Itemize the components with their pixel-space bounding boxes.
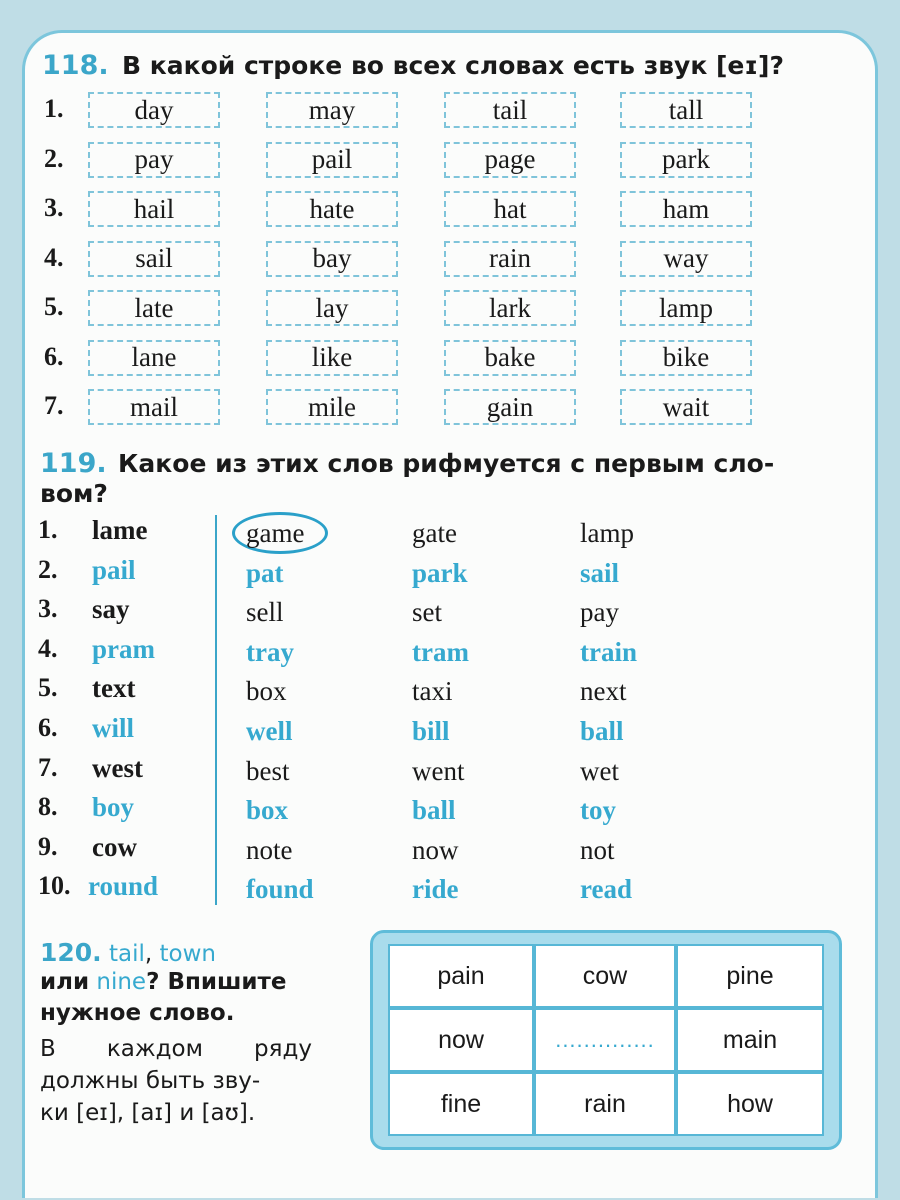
ex118-word-box: pay — [88, 142, 220, 178]
ex118-row-number: 4. — [44, 242, 64, 272]
ex118-word-box: day — [88, 92, 220, 128]
exercise-120-line2 — [40, 969, 286, 995]
ex119-row-number: 7. — [38, 752, 58, 782]
ex118-word-box: lark — [444, 290, 576, 326]
ex119-option-word: went — [412, 755, 465, 786]
ex119-option-word: taxi — [412, 676, 453, 707]
ex118-word-box: ham — [620, 191, 752, 227]
grid-cell: pine — [676, 944, 824, 1008]
ex119-first-word: round — [88, 871, 159, 902]
ex119-first-word: lame — [92, 515, 148, 545]
ex119-option-word: tray — [246, 636, 294, 667]
ex119-option-word: now — [412, 834, 459, 865]
ex119-row-number: 3. — [38, 594, 58, 624]
word-nine: nine — [96, 969, 147, 995]
ex118-word-box: gain — [444, 389, 576, 425]
ex118-row-number: 2. — [44, 143, 64, 173]
ex118-word-box: rain — [444, 241, 576, 277]
ex119-option-word: gate — [412, 518, 457, 548]
ex119-option-word: read — [580, 874, 632, 905]
ex118-word-box: page — [444, 142, 576, 178]
ex118-word-box: pail — [266, 142, 398, 178]
grid-cell: cow — [534, 944, 676, 1008]
ex118-word-box: sail — [88, 241, 220, 277]
ex119-option-word: lamp — [580, 518, 634, 548]
ex119-option-word: wet — [580, 755, 619, 786]
ex119-option-word: found — [246, 874, 314, 905]
exercise-118-number: 118. — [42, 50, 109, 81]
ex119-option-word: pay — [580, 597, 619, 628]
ex119-row-number: 6. — [38, 713, 58, 742]
ex119-row-number: 9. — [38, 831, 58, 861]
ex118-word-box: like — [266, 340, 398, 376]
ex119-option-word: sail — [580, 557, 620, 588]
ex118-row-number: 7. — [44, 391, 64, 420]
word-grid — [388, 944, 824, 1136]
ex118-word-box: late — [88, 290, 220, 326]
exercise-119-question-line1: Какое из этих слов рифмуется с первым сло- — [118, 449, 775, 478]
grid-cell: now — [388, 1008, 534, 1072]
ex118-word-box: may — [266, 92, 398, 128]
exercise-120-number: 120. — [40, 938, 102, 967]
ex118-word-box: mile — [266, 389, 398, 425]
ex118-word-box: park — [620, 142, 752, 178]
ex118-row-number: 1. — [44, 94, 64, 123]
ex118-word-box: hail — [88, 191, 220, 227]
ex119-option-word: box — [246, 676, 287, 707]
ex119-row-number: 2. — [38, 554, 58, 584]
ex119-option-word: train — [580, 636, 637, 667]
exercise-119-number: 119. — [40, 448, 107, 479]
ex119-option-word: game — [246, 518, 305, 548]
word-or: или — [40, 969, 90, 995]
ex119-option-word: best — [246, 755, 290, 786]
grid-cell-blank[interactable] — [534, 1008, 676, 1072]
instruction-line2: нужное слово. — [40, 1000, 235, 1026]
instruction: ? Впишите — [146, 969, 287, 995]
grid-cell: how — [676, 1072, 824, 1136]
ex118-word-box: bay — [266, 241, 398, 277]
exercise-120-header — [40, 938, 216, 967]
ex118-word-box: hat — [444, 191, 576, 227]
ex118-row-number: 6. — [44, 341, 64, 371]
exercise-119-divider — [215, 515, 217, 905]
ex119-option-word: sell — [246, 597, 284, 628]
ex118-word-box: way — [620, 241, 752, 277]
ex119-option-word: toy — [580, 795, 616, 826]
word-tail: tail — [109, 941, 145, 967]
exercise-119-question-line2: вом? — [40, 479, 108, 508]
ex119-option-word: ball — [580, 716, 624, 746]
ex118-word-box: tall — [620, 92, 752, 128]
ex119-row-number: 8. — [38, 792, 58, 822]
comma: , — [144, 941, 153, 967]
ex119-first-word: say — [92, 594, 130, 625]
ex119-row-number: 1. — [38, 515, 58, 544]
note-line3: ки [eɪ], [aɪ] и [aʊ]. — [40, 1100, 256, 1126]
ex119-first-word: will — [92, 713, 135, 743]
ex119-option-word: box — [246, 795, 289, 826]
ex118-word-box: bike — [620, 340, 752, 376]
ex118-word-box: wait — [620, 389, 752, 425]
ex119-option-word: next — [580, 676, 627, 707]
ex119-option-word: bill — [412, 716, 450, 746]
ex118-row-number: 3. — [44, 193, 64, 222]
ex119-option-word: set — [412, 597, 442, 628]
ex118-row-number: 5. — [44, 292, 64, 321]
ex118-word-box: bake — [444, 340, 576, 376]
ex119-option-word: well — [246, 716, 293, 746]
ex119-option-word: note — [246, 834, 293, 865]
ex118-word-box: lamp — [620, 290, 752, 326]
ex119-row-number: 5. — [38, 673, 58, 703]
ex119-first-word: text — [92, 673, 136, 704]
ex119-option-word: not — [580, 834, 615, 865]
grid-cell: pain — [388, 944, 534, 1008]
exercise-118-question: В какой строке во всех словах есть звук [eɪ]? — [122, 51, 784, 80]
ex119-option-word: park — [412, 557, 468, 588]
ex119-row-number: 10. — [38, 871, 71, 901]
ex119-first-word: boy — [92, 792, 135, 823]
ex119-first-word: pail — [92, 554, 136, 585]
note-line1: В каждом ряду — [40, 1036, 312, 1062]
ex119-first-word: west — [92, 752, 143, 783]
ex118-word-box: hate — [266, 191, 398, 227]
ex118-word-box: tail — [444, 92, 576, 128]
ex118-word-box: lane — [88, 340, 220, 376]
grid-cell: fine — [388, 1072, 534, 1136]
grid-cell: rain — [534, 1072, 676, 1136]
ex119-first-word: cow — [92, 831, 137, 862]
ex119-first-word: pram — [92, 633, 155, 664]
ex119-option-word: ball — [412, 795, 456, 826]
note-line2: должны быть зву- — [40, 1068, 261, 1094]
ex119-row-number: 4. — [38, 633, 58, 663]
grid-cell: main — [676, 1008, 824, 1072]
ex118-word-box: lay — [266, 290, 398, 326]
ex119-option-word: tram — [412, 636, 469, 667]
word-town: town — [159, 941, 217, 967]
ex118-word-box: mail — [88, 389, 220, 425]
blank-answer-line[interactable]: .............. — [555, 1027, 655, 1052]
ex119-option-word: ride — [412, 874, 459, 905]
ex119-option-word: pat — [246, 557, 284, 588]
